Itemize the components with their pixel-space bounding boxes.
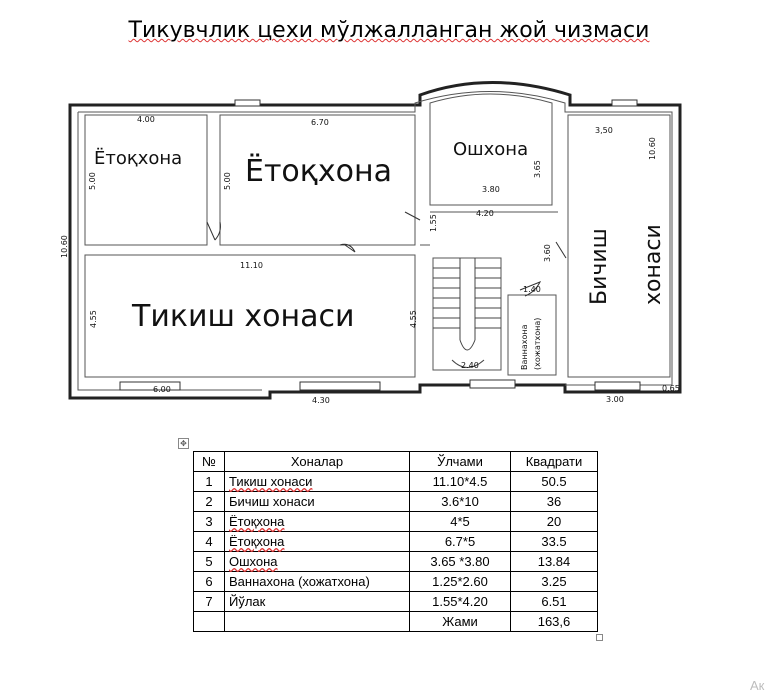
total-label: Жами [410, 612, 511, 632]
header-num: № [194, 452, 225, 472]
cell-name: Тикиш хонаси [229, 474, 313, 489]
dim-label: 4.55 [89, 310, 98, 328]
door-1 [207, 222, 220, 240]
page-title: Тикувчлик цехи мўлжалланган жой чизмаси [128, 18, 650, 43]
room-label-vanna-2: (хожатхона) [533, 317, 542, 370]
cell-area: 13.84 [511, 552, 598, 572]
dim-label: 10.60 [60, 235, 69, 258]
header-dims: Ўлчами [410, 452, 511, 472]
header-rooms: Хоналар [225, 452, 410, 472]
cell-dims: 3.65 *3.80 [410, 552, 511, 572]
dim-label: 3.60 [543, 244, 552, 262]
room-yotoqxona-small-outline [85, 115, 207, 245]
cell-num: 2 [194, 492, 225, 512]
dim-label: 4.30 [312, 396, 330, 405]
dim-label: 3,50 [595, 126, 613, 135]
cell-name: Ётоқхона [229, 514, 285, 529]
room-label-vanna-1: Ваннахона [520, 324, 529, 370]
cell-num: 3 [194, 512, 225, 532]
cell-name: Ваннахона (хожатхона) [225, 572, 410, 592]
dim-label: 3.65 [533, 160, 542, 178]
cell-dims: 6.7*5 [410, 532, 511, 552]
dim-label: 3.80 [482, 185, 500, 194]
cell-dims: 1.55*4.20 [410, 592, 511, 612]
table-resize-handle[interactable] [596, 634, 603, 641]
cell-area: 50.5 [511, 472, 598, 492]
dim-label: 0.65 [662, 384, 680, 393]
cell-area: 33.5 [511, 532, 598, 552]
cell-area: 6.51 [511, 592, 598, 612]
table-row [194, 472, 598, 492]
table-row [194, 592, 598, 612]
dim-label: 1.40 [523, 285, 541, 294]
room-vanna-outline [508, 295, 556, 375]
dim-label: 4.55 [409, 310, 418, 328]
dim-label: 4.20 [476, 209, 494, 218]
room-label-bichish-1: Бичиш [587, 228, 612, 305]
cell-num: 4 [194, 532, 225, 552]
room-label-yotoqxona-big: Ётоқхона [245, 154, 393, 189]
cell-name: Йўлак [225, 592, 410, 612]
total-value: 163,6 [511, 612, 598, 632]
stairs-outline [433, 258, 501, 370]
rooms-table [193, 451, 598, 632]
table-row [194, 512, 598, 532]
table-move-handle-icon[interactable]: ✥ [178, 438, 189, 449]
table-row [194, 492, 598, 512]
cell-dims: 1.25*2.60 [410, 572, 511, 592]
stairs [433, 258, 501, 368]
dim-label: 1.55 [429, 214, 438, 232]
dim-label: 10.60 [648, 137, 657, 160]
table-row [194, 572, 598, 592]
header-area: Квадрати [511, 452, 598, 472]
cell-area: 36 [511, 492, 598, 512]
dim-label: 5.00 [88, 172, 97, 190]
room-label-bichish-2: хонаси [641, 224, 666, 305]
cell-area: 20 [511, 512, 598, 532]
cell-name: Ошхона [229, 554, 278, 569]
table-header-row [194, 452, 598, 472]
cell-num: 1 [194, 472, 225, 492]
dim-label: 6.70 [311, 118, 329, 127]
dim-label: 3.00 [606, 395, 624, 404]
cell-num: 6 [194, 572, 225, 592]
cell-name: Бичиш хонаси [225, 492, 410, 512]
cell-name: Ётоқхона [229, 534, 285, 549]
door-3 [405, 212, 420, 220]
cell-dims: 4*5 [410, 512, 511, 532]
dim-label: 11.10 [240, 261, 263, 270]
room-label-oshxona: Ошхона [453, 139, 529, 160]
cell-dims: 3.6*10 [410, 492, 511, 512]
watermark-text: Ак [750, 678, 765, 693]
cell-num: 5 [194, 552, 225, 572]
table-row [194, 532, 598, 552]
cell-num: 7 [194, 592, 225, 612]
table-total-row [194, 612, 598, 632]
dim-label: 5.00 [223, 172, 232, 190]
dim-label: 4.00 [137, 115, 155, 124]
room-label-yotoqxona-small: Ётоқхона [94, 148, 183, 169]
table-row [194, 552, 598, 572]
dim-label: 2.40 [461, 361, 479, 370]
room-label-tikish: Тикиш хонаси [132, 299, 355, 334]
door-5 [556, 242, 566, 258]
cell-dims: 11.10*4.5 [410, 472, 511, 492]
cell-area: 3.25 [511, 572, 598, 592]
cell-empty [225, 612, 410, 632]
dim-label: 6.00 [153, 385, 171, 394]
cell-empty [194, 612, 225, 632]
